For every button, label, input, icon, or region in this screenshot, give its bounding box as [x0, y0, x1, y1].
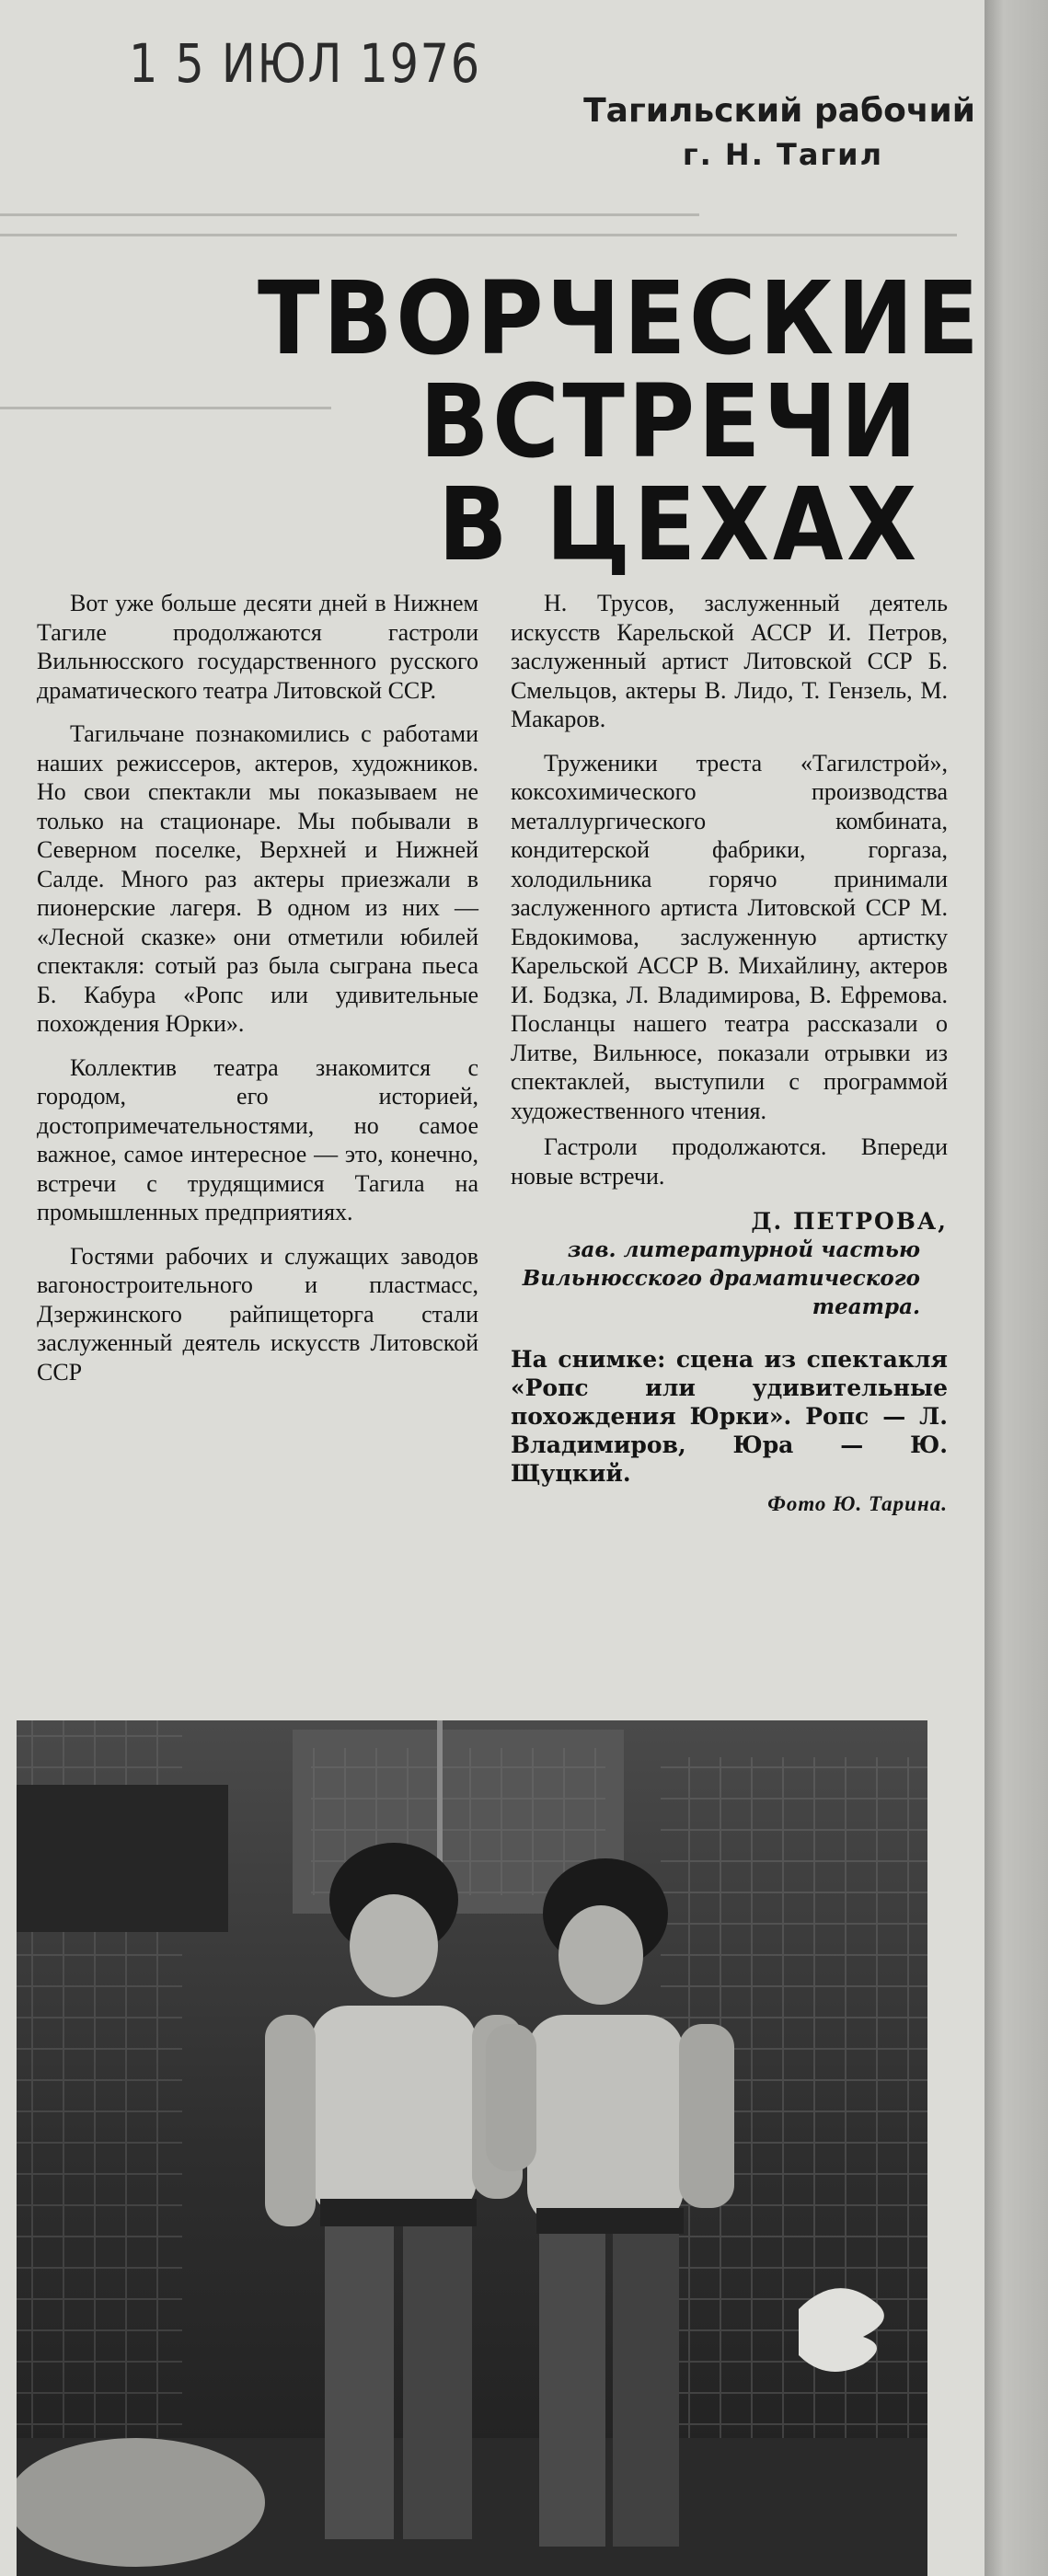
- paragraph: Гостями рабочих и служащих заводов вагоностроительного и пластмасс, Дзержинского райпищеторга стали заслуженный деятель искусств Литовской ССР: [37, 1242, 478, 1386]
- article-column-left: [37, 589, 478, 1394]
- photo-credit: Фото Ю. Тарина.: [767, 1492, 948, 1515]
- stage-photo-image: [17, 1720, 927, 2576]
- scan-edge: [985, 0, 1048, 2576]
- stage-photo: [17, 1720, 927, 2576]
- author-role: зав. литературной частью Вильнюсского драматического театра.: [522, 1237, 920, 1319]
- newspaper-city: г. Н. Тагил: [682, 137, 883, 172]
- author-name: Д. ПЕТРОВА,: [751, 1208, 948, 1235]
- newspaper-name: Тагильский рабочий: [583, 92, 975, 130]
- source-label: [583, 92, 975, 172]
- photo-caption: На снимке: сцена из спектакля «Ропс или удивительные похождения Юрки». Ропс — Л. Владимиров, Юра — Ю. Щуцкий.: [511, 1346, 948, 1487]
- author-signature: [511, 1207, 948, 1321]
- paragraph: Труженики треста «Тагилстрой», коксохимического производства металлургического комбината, кондитерской фабрики, горгаза, холодильника горячо принимали заслуженного артиста Литовской ССР М. Евдокимова, заслуженную артистку Карельской АССР В. Михайлину, актеров И. Бодзка, Л. Владимирова, В. Ефремова. Посланцы нашего театра рассказали о Литве, Вильнюсе, показали отрывки из спектаклей, выступили с программой художественного чтения.: [511, 749, 948, 1124]
- bleed-through-line: [0, 213, 699, 216]
- paragraph: Коллектив театра знакомится с городом, его историей, достопримечательностями, но самое важное, самое интересное — это, конечно, встречи с трудящимися Тагила на промышленных предприятиях.: [37, 1053, 478, 1225]
- headline: [258, 259, 983, 583]
- headline-line-2: ВСТРЕЧИ: [420, 362, 920, 480]
- article-column-right: [511, 589, 948, 1519]
- bleed-through-line: [0, 234, 957, 236]
- headline-line-1: ТВОРЧЕСКИЕ: [258, 259, 983, 377]
- headline-line-3: В ЦЕХАХ: [438, 466, 920, 583]
- paragraph: Н. Трусов, заслуженный деятель искусств Карельской АССР И. Петров, заслуженный артист Литовской ССР Б. Смельцов, актеры В. Лидо, Т. Гензель, М. Макаров.: [511, 590, 948, 732]
- paragraph: Гастроли продолжаются. Впереди новые встречи.: [511, 1133, 948, 1190]
- date-stamp: 1 5 ИЮЛ 1976: [129, 32, 481, 95]
- paragraph: Вот уже больше десяти дней в Нижнем Тагиле продолжаются гастроли Вильнюсского государственного русского драматического театра Литовской ССР.: [37, 590, 478, 704]
- paragraph: Тагильчане познакомились с работами наших режиссеров, актеров, художников. Но свои спектакли мы показываем не только на стационаре. Мы побывали в Северном поселке, Верхней и Нижней Салде. Много раз актеры приезжали в пионерские лагеря. В одном из них — «Лесной сказке» они отметили юбилей спектакля: сотый раз была сыграна пьеса Б. Кабура «Ропс или удивительные похождения Юрки».: [37, 720, 478, 1037]
